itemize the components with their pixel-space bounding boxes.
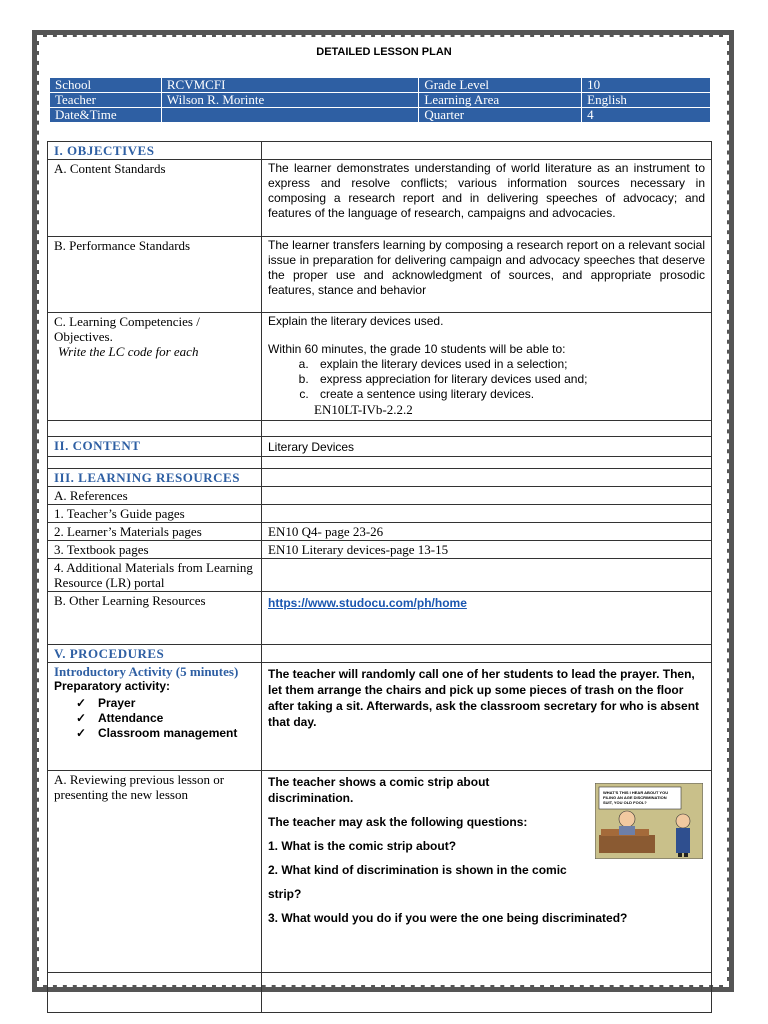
competency-list	[268, 357, 705, 402]
list-item: c. create a sentence using literary devices.	[312, 387, 705, 402]
learners-materials-value: EN10 Q4- page 23-26	[262, 523, 712, 541]
competency-intro: Within 60 minutes, the grade 10 students will be able to:	[268, 342, 566, 356]
content-standards-label: A. Content Standards	[48, 160, 262, 237]
question-2: 2. What kind of discrimination is shown in the comic	[268, 863, 567, 877]
competency-label: C. Learning Competencies / Objectives.	[54, 314, 200, 344]
performance-standards-label: B. Performance Standards	[48, 237, 262, 313]
table-row	[48, 771, 712, 973]
area-label: Learning Area	[419, 93, 582, 108]
table-row	[48, 142, 712, 160]
table-row	[48, 541, 712, 559]
competency-cell	[48, 313, 262, 421]
list-item: a. explain the literary devices used in a selection;	[312, 357, 705, 372]
comic-caption: WHAT'S THIS I HEAR ABOUT YOU FILING AN AGE DISCRIMINATION SUIT, YOU OLD FOOL?	[603, 790, 669, 805]
review-ask: The teacher may ask the following questions:	[268, 815, 528, 829]
question-2-cont: strip?	[268, 887, 302, 901]
procedures-heading: V. PROCEDURES	[48, 645, 262, 663]
teacher-label: Teacher	[50, 93, 162, 108]
table-row	[48, 559, 712, 592]
competency-code: EN10LT-IVb-2.2.2	[314, 402, 413, 417]
textbook-label: 3. Textbook pages	[48, 541, 262, 559]
question-1: 1. What is the comic strip about?	[268, 839, 457, 853]
references-label: A. References	[48, 487, 262, 505]
date-value	[161, 108, 419, 123]
review-label: A. Reviewing previous lesson or presenting the new lesson	[48, 771, 262, 973]
table-row	[48, 487, 712, 505]
studocu-link[interactable]: https://www.studocu.com/ph/home	[268, 596, 467, 610]
other-resources-label: B. Other Learning Resources	[48, 592, 262, 645]
table-row	[48, 592, 712, 645]
table-row	[48, 421, 712, 437]
learners-materials-label: 2. Learner’s Materials pages	[48, 523, 262, 541]
school-label: School	[50, 78, 162, 93]
school-value: RCVMCFI	[161, 78, 419, 93]
table-row	[48, 237, 712, 313]
table-row	[48, 523, 712, 541]
table-row	[48, 160, 712, 237]
review-line2: discrimination.	[268, 791, 354, 805]
quarter-value: 4	[582, 108, 711, 123]
review-line1: The teacher shows a comic strip about	[268, 775, 490, 789]
table-row	[48, 505, 712, 523]
lesson-table	[47, 141, 712, 1013]
intro-activity-cell	[48, 663, 262, 771]
objectives-heading: I. OBJECTIVES	[48, 142, 262, 160]
competency-main: Explain the literary devices used.	[268, 314, 444, 328]
resources-heading: III. LEARNING RESOURCES	[48, 469, 262, 487]
list-item: b. express appreciation for literary devices used and;	[312, 372, 705, 387]
competency-note: Write the LC code for each	[58, 344, 199, 359]
table-row	[48, 645, 712, 663]
intro-activity-text: The teacher will randomly call one of her students to lead the prayer. Then, let them arrange the chairs and pick up some pieces of trash on the floor after taking a sit. Afterwards, ask the classroom secretary for who is absent that day.	[262, 663, 712, 771]
grade-value: 10	[582, 78, 711, 93]
performance-standards-text: The learner transfers learning by composing a research report on a relevant social issue in preparation for delivering campaign and advocacy speeches that deserve the proper use and acknowledgment of sources, and appropriate prosodic features, stance and behavior	[262, 237, 712, 313]
table-row	[48, 437, 712, 457]
table-row	[48, 457, 712, 469]
table-row	[48, 469, 712, 487]
prep-list	[54, 696, 255, 741]
textbook-value: EN10 Literary devices-page 13-15	[262, 541, 712, 559]
table-row	[48, 663, 712, 771]
header-row	[50, 108, 711, 123]
table-row	[48, 973, 712, 1013]
table-row	[48, 313, 712, 421]
comic-strip-image	[595, 783, 703, 859]
competency-content	[262, 313, 712, 421]
grade-label: Grade Level	[419, 78, 582, 93]
page-title: DETAILED LESSON PLAN	[316, 46, 452, 58]
date-label: Date&Time	[50, 108, 162, 123]
content-value: Literary Devices	[262, 437, 712, 457]
review-content	[262, 771, 712, 973]
header-row	[50, 78, 711, 93]
intro-activity-title: Introductory Activity (5 minutes)	[54, 664, 239, 679]
content-heading: II. CONTENT	[48, 437, 262, 457]
teacher-value: Wilson R. Morinte	[161, 93, 419, 108]
question-3: 3. What would you do if you were the one being discriminated?	[268, 911, 628, 925]
teachers-guide-label: 1. Teacher’s Guide pages	[48, 505, 262, 523]
list-item: ✓ Attendance	[76, 711, 255, 726]
quarter-label: Quarter	[419, 108, 582, 123]
area-value: English	[582, 93, 711, 108]
content-standards-text: The learner demonstrates understanding of world literature as an instrument to express and resolve conflicts; various information sources necessary in composing a research report and in delivering speeches of advocacy; and features of the language of research, campaigns and advocacies.	[262, 160, 712, 237]
list-item: ✓ Prayer	[76, 696, 255, 711]
list-item: ✓ Classroom management	[76, 726, 255, 741]
additional-materials-label: 4. Additional Materials from Learning Resource (LR) portal	[48, 559, 262, 592]
header-row	[50, 93, 711, 108]
header-table	[49, 77, 711, 123]
prep-label: Preparatory activity:	[54, 679, 171, 693]
